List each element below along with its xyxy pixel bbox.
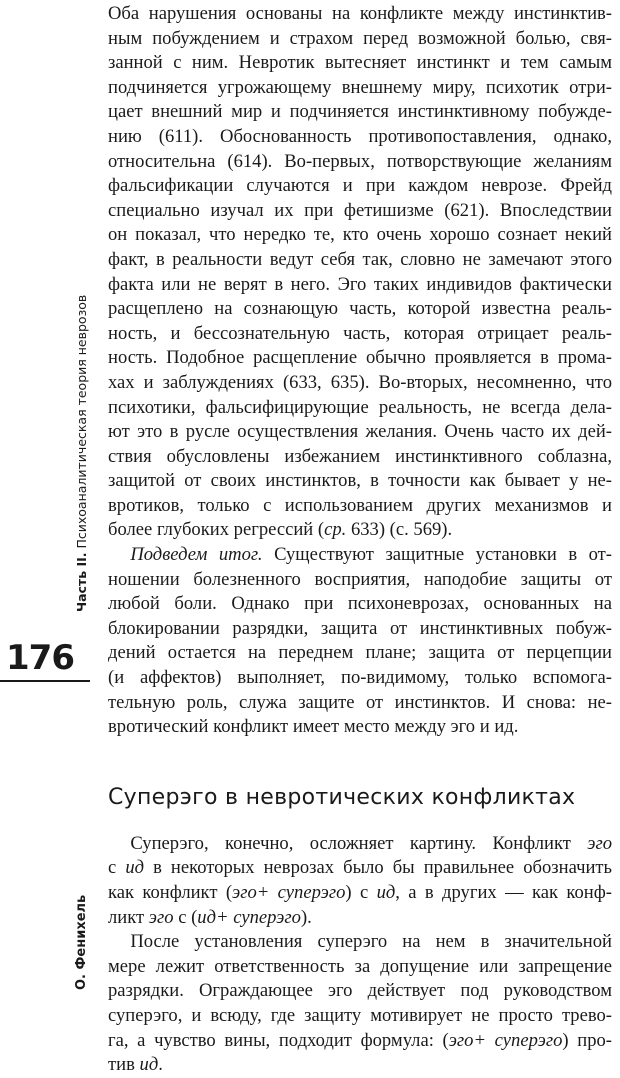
text-run: ) про- — [562, 1029, 612, 1051]
italic-run: эго+ суперэго — [448, 1029, 563, 1051]
text-run: в некоторых неврозах было бы правильнее обозначить — [144, 857, 613, 879]
page-number-rule — [0, 680, 90, 682]
text-run: ) с — [345, 882, 377, 903]
text-line: мере лежит ответственность за допущение или запрещение — [108, 955, 612, 977]
text-line: нию (611). Обоснованность противопоставления, однако, — [108, 125, 612, 147]
text-line: факта или не верят в него. Эго таких индивидов фактически — [108, 273, 612, 295]
text-line: суперэго, и всюду, где защиту мотивирует не просто трево- — [108, 1004, 612, 1026]
paragraph-2 — [108, 543, 612, 740]
text-line — [108, 1053, 612, 1078]
italic-run: эго — [587, 832, 612, 854]
text-line: любой боли. Однако при психоневрозах, основанных на — [108, 593, 612, 615]
text-line: вротический конфликт имеет место между эго и ид. — [108, 716, 519, 738]
running-head — [74, 295, 89, 612]
text-line — [108, 832, 612, 857]
text-line — [108, 1029, 612, 1054]
italic-run: эго — [148, 906, 174, 928]
text-line: разрядки. Ограждающее эго действует под руководством — [108, 980, 612, 1002]
text-line: занной с ним. Невротик вытесняет инстинкт и тем самым — [108, 52, 612, 74]
text-line — [108, 518, 612, 543]
italic-run: ид — [376, 882, 396, 903]
page-number: 176 — [6, 638, 74, 678]
running-head-title: Психоаналитическая теория неврозов — [74, 294, 89, 549]
italic-run: ид+ суперэго — [197, 906, 301, 928]
text-line: психотики, фальсифицирующие реальность, не всегда дела- — [108, 396, 612, 418]
text-line: ность. Подобное расщепление обычно проявляется в прома- — [108, 347, 612, 369]
text-line: вротиков, только с использованием других механизмов и — [108, 494, 612, 516]
text-run: с — [108, 857, 126, 879]
italic-run: ид — [125, 857, 145, 879]
text-line: факт, в реальности ведут себя так, словно не замечают этого — [108, 248, 612, 270]
text-run: Суперэго, конечно, осложняет картину. Конфликт — [130, 832, 588, 854]
text-run: ликт — [108, 906, 149, 928]
text-line — [108, 881, 612, 906]
text-run: как конфликт ( — [108, 882, 233, 903]
text-run: более глубоких регрессий ( — [108, 519, 325, 541]
text-run: , а в других — как конф- — [395, 882, 612, 903]
text-line: подчиняется угрожающему внешнему миру, психотик отри- — [108, 76, 612, 98]
italic-lead: Подведем итог. — [130, 544, 263, 566]
text-line: Оба нарушения основаны на конфликте между инстинктив- — [108, 3, 612, 24]
text-run: ). — [300, 906, 312, 928]
italic-run: ср. — [324, 519, 347, 541]
text-line: дений остается на переднем плане; защита от перцепции — [108, 642, 612, 664]
text-column — [108, 2, 612, 1078]
author-name: О. Фенихель — [74, 894, 89, 990]
text-line: фальсификации случаются и при каждом неврозе. Фрейд — [108, 175, 612, 197]
text-line: относительна (614). Во-первых, потворствующие желаниям — [108, 150, 612, 172]
text-run: После установления суперэго на нем в значительной — [130, 931, 612, 953]
running-head-part: Часть II. — [74, 552, 89, 612]
text-run: га, а чувство вины, подходит формула: ( — [108, 1029, 449, 1051]
text-line: ношении болезненного восприятия, наподобие защиты от — [108, 568, 612, 590]
text-run: с ( — [173, 906, 198, 928]
text-line: ность, и бессознательную часть, которая отрицает реаль- — [108, 322, 612, 344]
italic-run: ид — [139, 1054, 159, 1076]
text-line: блокировании разрядки, защита от инстинктивных побуж- — [108, 617, 612, 639]
text-line: специально изучал их при фетишизме (621). Впоследствии — [108, 199, 612, 221]
text-line: цает внешний мир и подчиняется инстинктивному побужде- — [108, 101, 612, 123]
text-line: хах и заблуждениях (633, 635). Во-вторых, несомненно, что — [108, 371, 612, 393]
section-heading: Суперэго в невротических конфликтах — [108, 784, 576, 810]
text-line: ют это в русле осуществления желания. Очень часто их дей- — [108, 421, 612, 443]
text-line — [108, 906, 612, 931]
text-line: он показал, что нередко те, кто очень хорошо сознает некий — [108, 224, 612, 246]
paragraph-3 — [108, 832, 612, 930]
text-run: 633) (с. 569). — [346, 519, 453, 541]
text-line: расщеплено на сознающую часть, которой известна реаль- — [108, 298, 612, 320]
text-line: (и аффектов) выполняет, по-видимому, только вспомога- — [108, 667, 612, 689]
italic-run: эго+ суперэго — [232, 882, 346, 903]
text-line: ствия обусловлены избежанием инстинктивного соблазна, — [108, 445, 612, 467]
paragraph-4 — [108, 930, 612, 1078]
text-line: защитой от своих инстинктов, в точности как бывает у не- — [108, 470, 612, 492]
text-line — [108, 856, 612, 881]
text-line — [108, 543, 612, 568]
text-run: . — [158, 1054, 163, 1076]
text-line: ным побуждением и страхом перед возможной болью, свя- — [108, 27, 612, 49]
paragraph-1 — [108, 2, 612, 543]
text-run: тив — [108, 1054, 140, 1076]
text-line: тельную роль, служа защите от инстинктов. И снова: не- — [108, 691, 612, 713]
text-run: Существуют защитные установки в от- — [262, 544, 612, 566]
text-line — [108, 930, 612, 955]
